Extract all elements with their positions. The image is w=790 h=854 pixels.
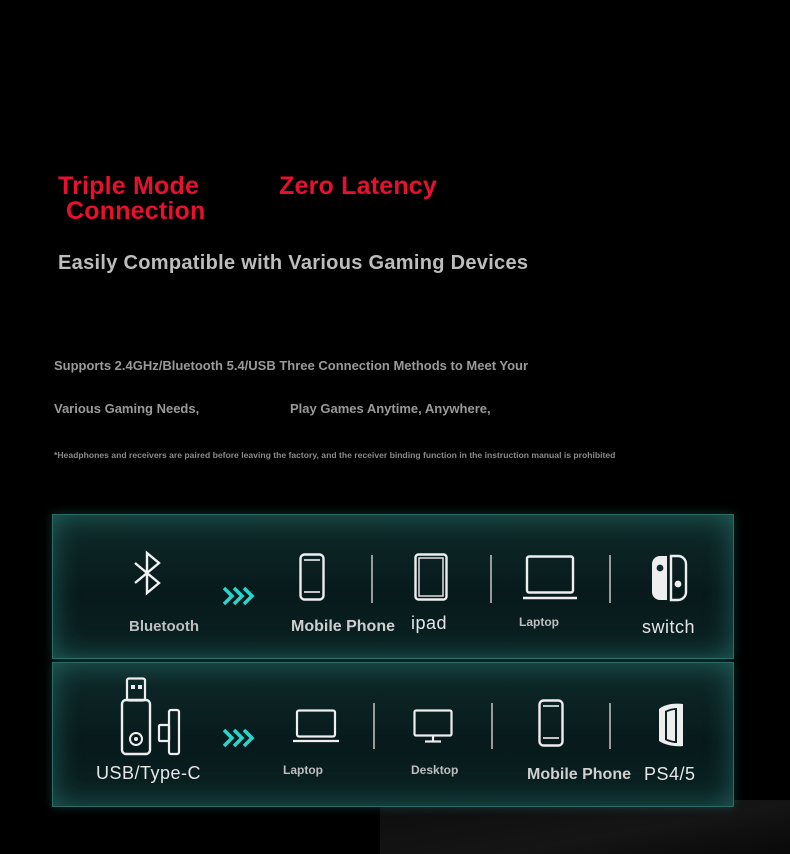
mobile-phone-icon [299,553,325,601]
headline-zero-latency: Zero Latency [279,172,438,200]
playstation-icon [657,703,685,747]
monitor-icon [413,709,453,743]
device-label-desktop: Desktop [411,763,459,777]
usb-label: USB/Type-C [96,763,202,783]
device-label-mobile-phone: Mobile Phone [527,766,631,783]
divider [609,555,611,603]
chevrons-right-icon [223,587,255,605]
description-line-1: Supports 2.4GHz/Bluetooth 5.4/USB Three Connection Methods to Meet Your [54,358,529,373]
footnote: *Headphones and receivers are paired before leaving the factory, and the receiver binding function in the instruction manual is prohibited [54,450,616,460]
device-label-switch: switch [642,617,696,637]
usb-receiver-icon [119,677,183,757]
bluetooth-icon [131,551,167,595]
headline-triple-mode: Triple Mode [58,172,200,200]
device-label-ps45: PS4/5 [644,764,696,784]
bluetooth-panel [52,514,734,659]
page-subtitle: Easily Compatible with Various Gaming Devices [58,252,529,274]
device-label-laptop: Laptop [519,615,559,629]
tablet-icon [414,553,448,601]
laptop-icon [523,555,577,601]
description-line-2a: Various Gaming Needs, [54,401,200,416]
laptop-icon [293,709,339,743]
device-label-ipad: ipad [411,613,448,633]
description-line-2b: Play Games Anytime, Anywhere, [290,401,491,416]
mobile-phone-icon [538,699,564,747]
switch-console-icon [651,555,687,601]
chevrons-right-icon [223,729,255,747]
device-label-laptop: Laptop [283,763,323,777]
keyboard-background [380,800,790,854]
divider [491,703,493,749]
usb-panel [52,662,734,807]
device-label-mobile-phone: Mobile Phone [291,618,395,635]
headline-connection: Connection [66,197,206,225]
divider [373,703,375,749]
divider [609,703,611,749]
divider [371,555,373,603]
bluetooth-label: Bluetooth [129,618,199,635]
divider [490,555,492,603]
